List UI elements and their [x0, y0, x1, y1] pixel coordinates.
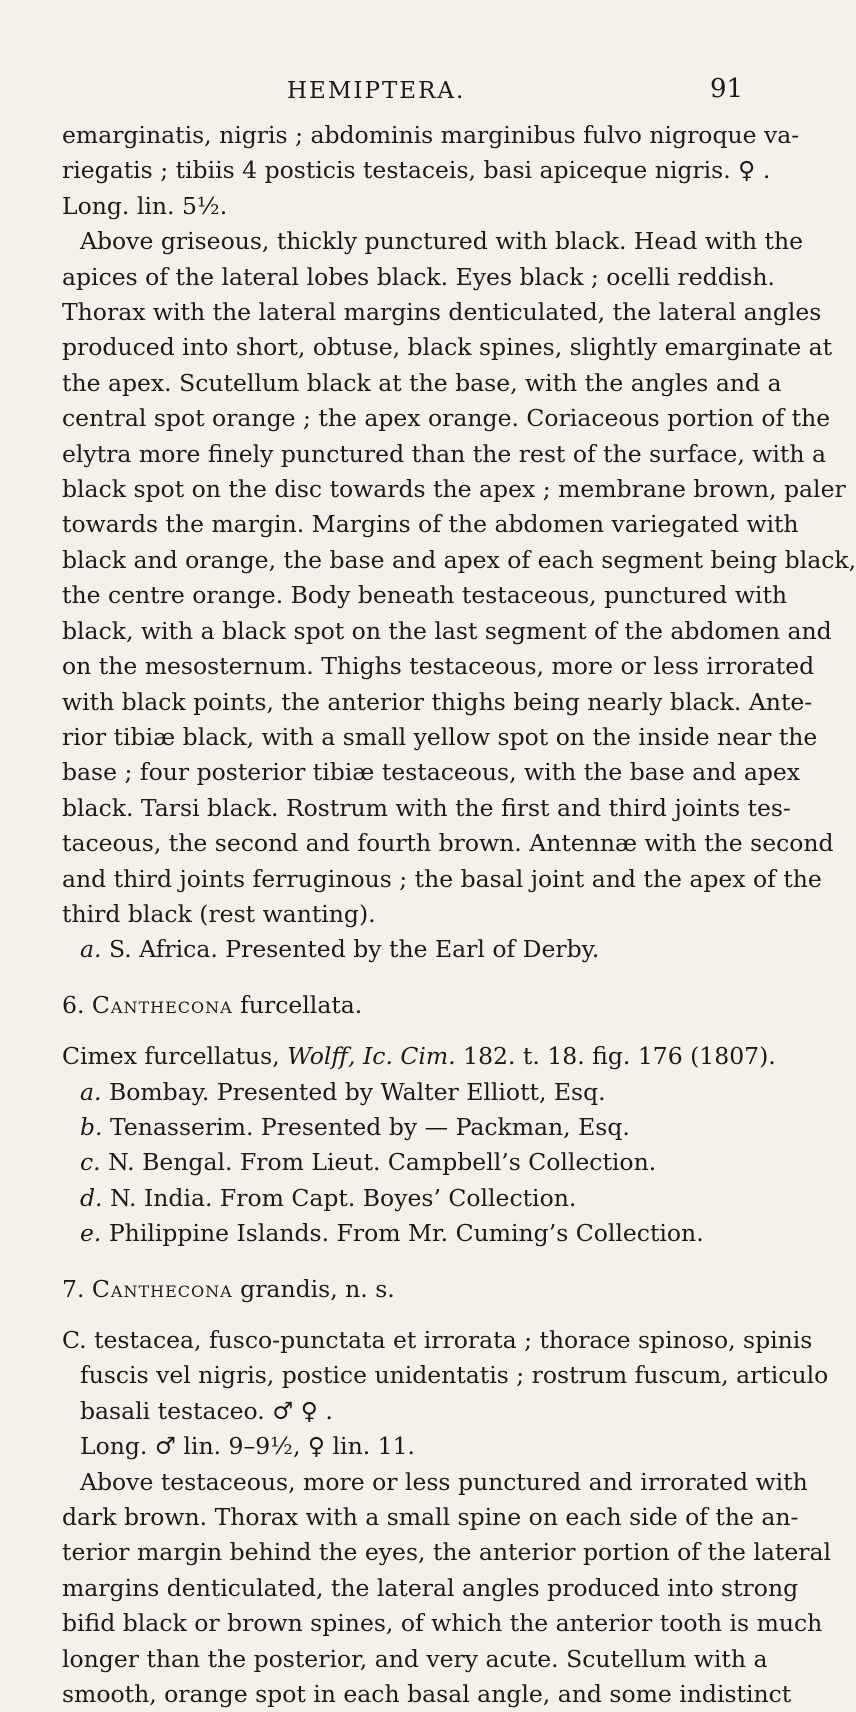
text-line: third black (rest wanting). — [62, 899, 376, 928]
species-heading — [62, 1272, 742, 1307]
specimen-text: S. Africa. Presented by the Earl of Derby. — [108, 935, 600, 964]
text-line: black spot on the disc towards the apex ; membrane brown, paler — [62, 475, 846, 504]
text-line: margins denticulated, the lateral angles produced into strong — [62, 1573, 799, 1602]
specimen-entry — [62, 932, 742, 967]
specimen-entry: d. N. India. From Capt. Boyes’ Collection. — [80, 1183, 577, 1212]
text-line: black. Tarsi black. Rostrum with the first and third joints tes- — [62, 793, 791, 822]
specimen-entry: b. Tenasserim. Presented by — Packman, Esq. — [80, 1112, 630, 1141]
text-line: Thorax with the lateral margins denticulated, the lateral angles — [62, 298, 822, 327]
specimen-entry: c. N. Bengal. From Lieut. Campbell’s Collection. — [80, 1148, 657, 1177]
text-line: longer than the posterior, and very acute. Scutellum with a — [62, 1644, 768, 1673]
text-line: the apex. Scutellum black at the base, with the angles and a — [62, 368, 782, 397]
synonym-reference: Ic. Cim. — [363, 1042, 456, 1071]
species-number: 6. — [62, 990, 85, 1019]
page-number: 91 — [710, 74, 744, 104]
text-line: base ; four posterior tibiæ testaceous, with the base and apex — [62, 758, 801, 787]
specimen-letter: a. — [80, 935, 102, 964]
text-line: Above griseous, thickly punctured with black. Head with the — [80, 227, 804, 256]
text-line: fuscis vel nigris, postice unidentatis ; rostrum fuscum, articulo — [80, 1361, 829, 1390]
text-line: smooth, orange spot in each basal angle, and some indistinct — [62, 1680, 792, 1709]
genus-name: Canthecona — [91, 1274, 233, 1303]
species-name: grandis, n. s. — [240, 1274, 395, 1303]
specimen-entry: e. Philippine Islands. From Mr. Cuming’s Collection. — [80, 1219, 704, 1248]
species-heading — [62, 988, 742, 1023]
species-number: 7. — [62, 1274, 85, 1303]
text-line: towards the margin. Margins of the abdomen variegated with — [62, 510, 799, 539]
text-line: Long. ♂ lin. 9–9½, ♀ lin. 11. — [80, 1432, 416, 1461]
text-line: and third joints ferruginous ; the basal joint and the apex of the — [62, 864, 822, 893]
text-line: dark brown. Thorax with a small spine on each side of the an- — [62, 1503, 799, 1532]
species-name: furcellata. — [240, 990, 363, 1019]
species-6-entry — [62, 988, 776, 1252]
continuation-latin — [62, 118, 800, 224]
text-line: the centre orange. Body beneath testaceous, punctured with — [62, 581, 788, 610]
text-line: Above testaceous, more or less punctured and irrorated with — [80, 1467, 808, 1496]
text-line: basali testaceo. ♂ ♀ . — [80, 1396, 333, 1425]
text-line: C. testacea, fusco-punctata et irrorata ; thorace spinoso, spinis — [62, 1326, 813, 1354]
text-line: on the mesosternum. Thighs testaceous, more or less irrorated — [62, 652, 815, 681]
text-line: black and orange, the base and apex of each segment being black, — [62, 545, 856, 574]
body-text — [62, 118, 856, 1712]
synonym-line: Cimex furcellatus, Wolff, Ic. Cim. 182. t. 18. fig. 176 (1807). — [62, 1042, 776, 1071]
text-line: central spot orange ; the apex orange. Coriaceous portion of the — [62, 404, 831, 433]
text-line: rior tibiæ black, with a small yellow spot on the inside near the — [62, 722, 818, 751]
running-head: HEMIPTERA. — [287, 78, 466, 104]
genus-name: Canthecona — [91, 990, 233, 1019]
text-line: black, with a black spot on the last segment of the abdomen and — [62, 616, 832, 645]
text-line: bifid black or brown spines, of which the anterior tooth is much — [62, 1609, 823, 1638]
synonym-author: Wolff, — [287, 1042, 356, 1071]
text-line: terior margin behind the eyes, the anterior portion of the lateral — [62, 1538, 832, 1567]
text-line: apices of the lateral lobes black. Eyes black ; ocelli reddish. — [62, 262, 775, 291]
text-line: produced into short, obtuse, black spines, slightly emarginate at — [62, 333, 833, 362]
text-line: with black points, the anterior thighs being nearly black. Ante- — [62, 687, 813, 716]
species-7-entry — [62, 1272, 832, 1712]
text-line: riegatis ; tibiis 4 posticis testaceis, basi apiceque nigris. ♀ . — [62, 156, 771, 185]
text-line: elytra more finely punctured than the rest of the surface, with a — [62, 439, 826, 468]
text-line: emarginatis, nigris ; abdominis marginibus fulvo nigroque va- — [62, 121, 800, 149]
text-line: taceous, the second and fourth brown. Antennæ with the second — [62, 829, 834, 858]
specimen-entry: a. Bombay. Presented by Walter Elliott, Esq. — [80, 1077, 606, 1106]
text-line: Long. lin. 5½. — [62, 191, 228, 220]
continuation-description — [62, 224, 856, 968]
